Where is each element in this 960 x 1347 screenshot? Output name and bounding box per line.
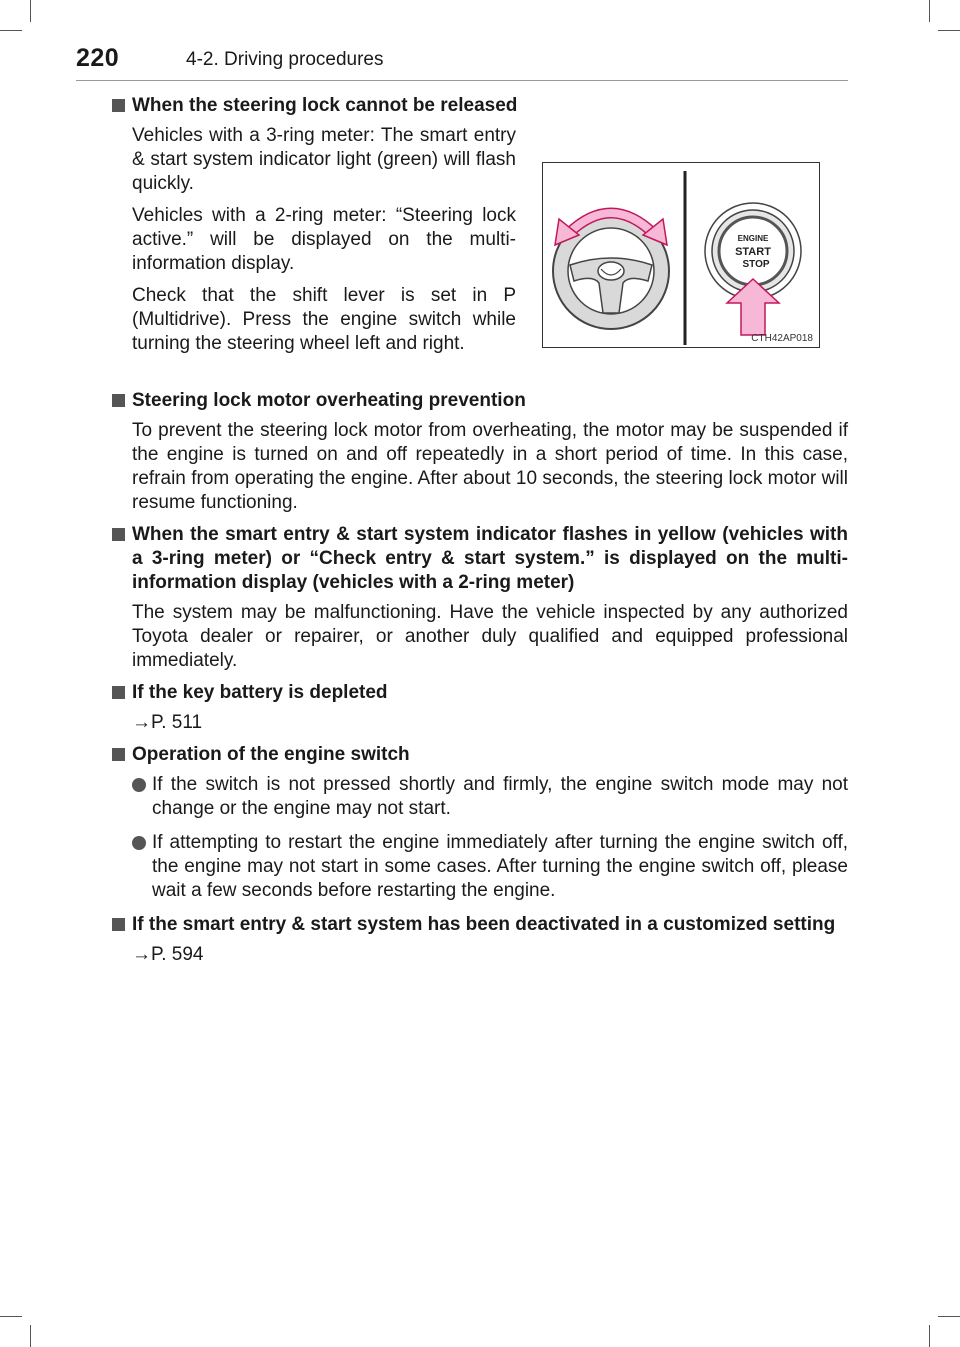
- list-item-text: If attempting to restart the engine immediately after turning the engine switch off, the engine may not start in some cases. After turning the engine switch off, please wait a few seconds before restarting the engine.: [152, 832, 848, 901]
- crop-mark: [938, 30, 960, 31]
- crop-mark: [938, 1316, 960, 1317]
- square-bullet-icon: [112, 686, 125, 699]
- heading-text: If the key battery is depleted: [132, 682, 388, 703]
- steering-lock-paragraphs: [132, 124, 516, 364]
- crop-mark: [0, 30, 22, 31]
- section-title: 4-2. Driving procedures: [186, 49, 384, 70]
- paragraph: Vehicles with a 3-ring meter: The smart entry & start system indicator light (green) will flash quickly.: [132, 125, 516, 194]
- heading-text: Steering lock motor overheating prevention: [132, 390, 526, 411]
- paragraph: Check that the shift lever is set in P (Multidrive). Press the engine switch while turning the steering wheel left and right.: [132, 285, 516, 354]
- paragraph: Vehicles with a 2-ring meter: “Steering lock active.” will be displayed on the multi-information display.: [132, 205, 516, 274]
- section-heading: [112, 389, 848, 413]
- engine-label: ENGINE: [737, 234, 769, 243]
- header-divider: [76, 80, 848, 81]
- steering-lock-block: [112, 124, 848, 389]
- heading-text: If the smart entry & start system has been deactivated in a customized setting: [132, 914, 836, 935]
- body-paragraph: To prevent the steering lock motor from overheating, the motor may be suspended if the engine is turned on and off repeatedly in a short period of time. In this case, refrain from operating the engine. After about 10 seconds, the steering lock motor will resume functioning.: [132, 420, 848, 513]
- square-bullet-icon: [112, 918, 125, 931]
- round-bullet-icon: [132, 836, 146, 850]
- list-item-text: If the switch is not pressed shortly and firmly, the engine switch mode may not change or the engine may not start.: [152, 774, 848, 819]
- round-bullet-icon: [132, 778, 146, 792]
- heading-text: When the smart entry & start system indicator flashes in yellow (vehicles with a 3-ring meter) or “Check entry & start system.” is displayed on the multi-information display (vehicles with a 2-ring meter): [132, 524, 848, 593]
- square-bullet-icon: [112, 748, 125, 761]
- figure-code: CTH42AP018: [751, 333, 813, 344]
- page-reference-link[interactable]: →P. 594: [132, 944, 204, 965]
- stop-label: STOP: [742, 259, 770, 270]
- square-bullet-icon: [112, 99, 125, 112]
- crop-mark: [0, 1316, 22, 1317]
- section-heading: [112, 94, 848, 118]
- crop-mark: [30, 0, 31, 22]
- crop-mark: [30, 1325, 31, 1347]
- list-item: [112, 773, 848, 821]
- section-heading: [112, 743, 848, 767]
- section-heading: [112, 913, 848, 937]
- heading-text: Operation of the engine switch: [132, 744, 410, 765]
- figure-illustration: [543, 163, 819, 347]
- start-label: START: [735, 246, 771, 258]
- steering-engine-switch-figure: [542, 162, 820, 348]
- page-reference-link[interactable]: →P. 511: [132, 712, 203, 733]
- page-number: 220: [76, 44, 120, 72]
- list-item: [112, 831, 848, 903]
- square-bullet-icon: [112, 394, 125, 407]
- crop-mark: [929, 0, 930, 22]
- section-heading: [112, 681, 848, 705]
- body-paragraph: The system may be malfunctioning. Have the vehicle inspected by any authorized Toyota dealer or repairer, or another duly qualified and equipped professional immediately.: [132, 602, 848, 671]
- square-bullet-icon: [112, 528, 125, 541]
- crop-mark: [929, 1325, 930, 1347]
- page-content: [112, 94, 848, 975]
- section-heading: [112, 523, 848, 595]
- heading-text: When the steering lock cannot be released: [132, 95, 518, 116]
